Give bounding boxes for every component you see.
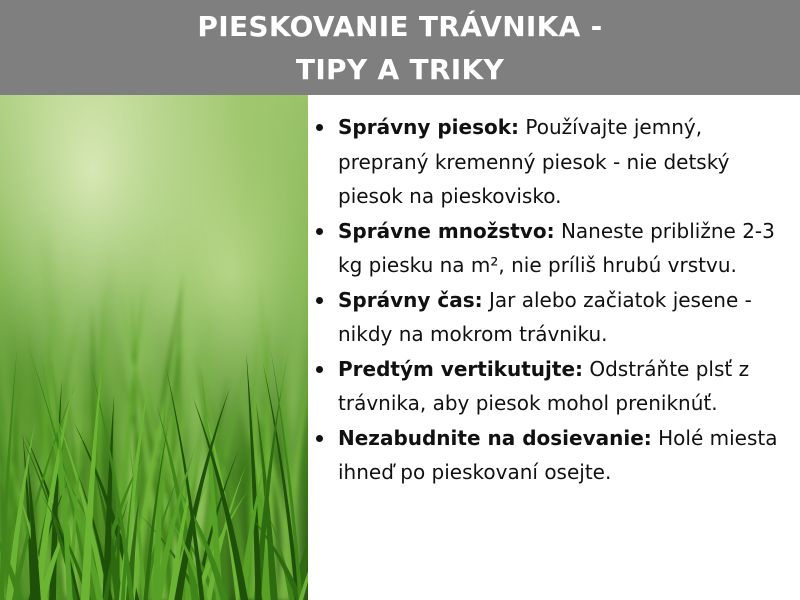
tips-list (310, 110, 792, 490)
grass-photo (0, 95, 308, 600)
list-item (310, 352, 792, 421)
page-title-line-1: PIESKOVANIE TRÁVNIKA - (197, 9, 603, 43)
bullet-icon (316, 366, 323, 373)
tip-text: Odstráňte plsť z trávnika, aby piesok mohol preniknúť. (338, 356, 750, 415)
grass-illustration (0, 95, 308, 600)
bullet-icon (316, 297, 323, 304)
header-banner (0, 0, 800, 95)
list-item (310, 421, 792, 490)
tip-text: Holé miesta ihneď po pieskovaní osejte. (338, 425, 778, 484)
tip-text: Naneste približne 2-3 kg piesku na m², nie príliš hrubú vrstvu. (338, 218, 775, 277)
tip-text: Jar alebo začiatok jesene - nikdy na mokrom trávniku. (338, 287, 752, 346)
bullet-icon (316, 228, 323, 235)
tip-label: Správne množstvo: (338, 218, 555, 243)
tip-label: Správny čas: (338, 287, 483, 312)
page-title-line-2: TIPY A TRIKY (295, 52, 505, 86)
tip-label: Správny piesok: (338, 115, 520, 139)
tip-label: Predtým vertikutujte: (338, 356, 583, 381)
tip-text: Používajte jemný, prepraný kremenný piesok - nie detský piesok na pieskovisko. (338, 115, 730, 208)
list-item (310, 283, 792, 352)
list-item (310, 214, 792, 283)
bullet-icon (316, 124, 323, 131)
tip-label: Nezabudnite na dosievanie: (338, 425, 652, 450)
list-item (310, 110, 792, 214)
bullet-icon (316, 435, 323, 442)
